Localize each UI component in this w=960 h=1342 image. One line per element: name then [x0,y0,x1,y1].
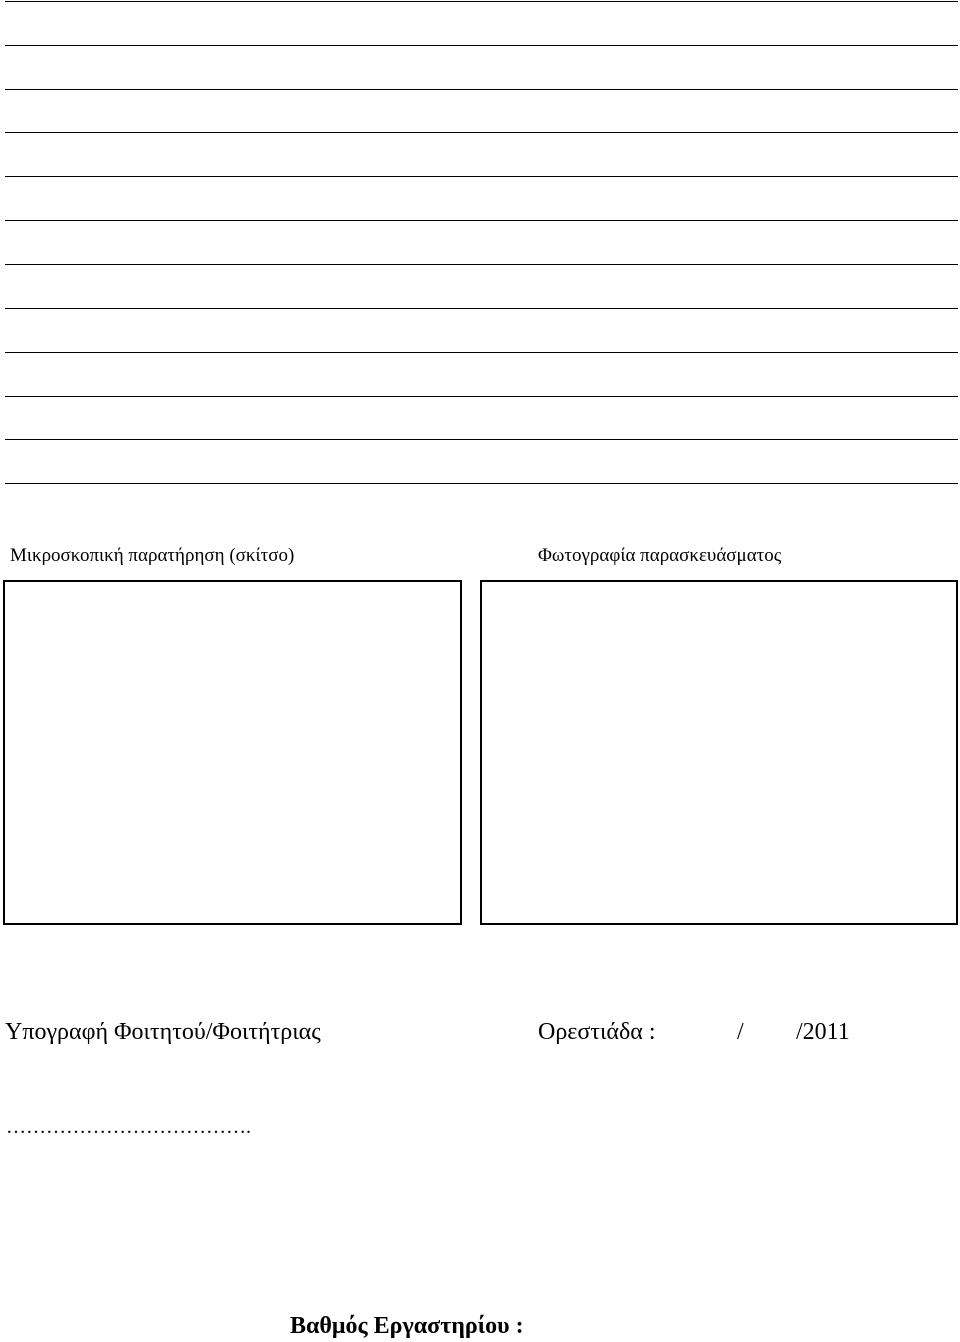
writing-line[interactable] [5,45,958,46]
writing-line[interactable] [5,176,958,177]
date-prefix: Ορεστιάδα : [538,1019,656,1045]
photo-box[interactable] [480,580,958,925]
writing-line[interactable] [5,220,958,221]
writing-line[interactable] [5,132,958,133]
date-slash: / [737,1019,744,1045]
writing-line[interactable] [5,308,958,309]
writing-line[interactable] [5,483,958,484]
writing-line[interactable] [5,352,958,353]
writing-line[interactable] [5,1,958,2]
writing-line[interactable] [5,396,958,397]
date-year: /2011 [796,1019,850,1045]
signature-dotted-line[interactable]: ………………………………. [6,1116,251,1138]
sketch-caption: Μικροσκοπική παρατήρηση (σκίτσο) [10,545,295,566]
writing-line[interactable] [5,439,958,440]
signature-label: Υπογραφή Φοιτητού/Φοιτήτριας [5,1019,321,1045]
grade-label: Βαθμός Εργαστηρίου : [290,1313,524,1339]
sketch-box[interactable] [3,580,462,925]
writing-line[interactable] [5,264,958,265]
photo-caption: Φωτογραφία παρασκευάσματος [538,545,782,566]
writing-line[interactable] [5,89,958,90]
